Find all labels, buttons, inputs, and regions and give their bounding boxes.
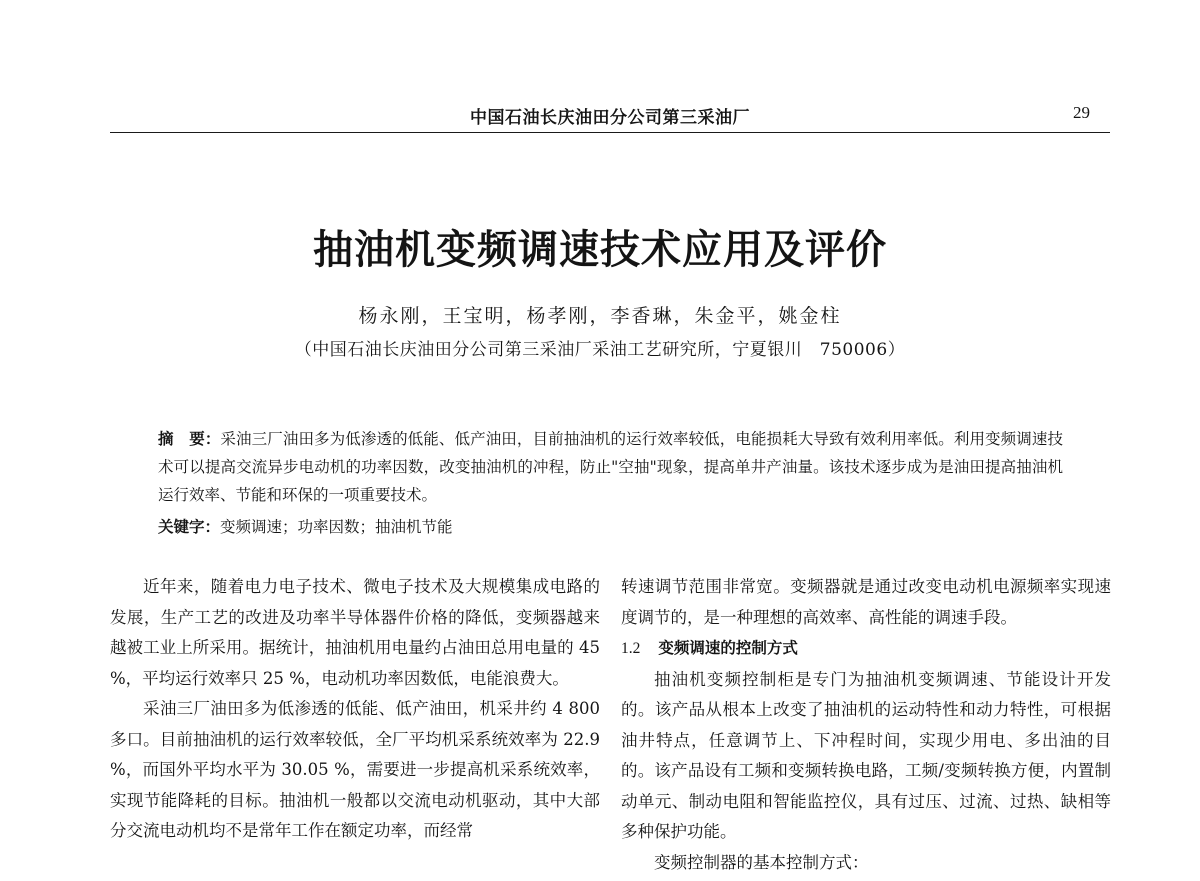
keywords-label: 关键字：	[158, 518, 221, 536]
body-paragraph: 变频控制器的基本控制方式：	[654, 852, 869, 872]
body-paragraph: 采油三厂油田多为低渗透的低能、低产油田，机采井约 4 800 多口。目前抽油机的运行效率较低，全厂平均机采系统效率为 22.9 %，而国外平均水平为 30.05 %，需要进一步提高机采系统效率，实现节能降耗的目标。抽油机一般都以交流电动机驱动，其中大部分交流电动机均不是常年工作在额定功率，而经常	[110, 699, 600, 840]
body-column-right	[621, 572, 1111, 878]
page-number: 29	[1073, 103, 1090, 122]
section-title: 变频调速的控制方式	[658, 639, 798, 657]
abstract-text: 采油三厂油田多为低渗透的低能、低产油田，目前抽油机的运行效率较低，电能损耗大导致有效利用率低。利用变频调速技术可以提高交流异步电动机的功率因数，改变抽油机的冲程，防止"空抽"现象，提高单井产油量。该技术逐步成为是油田提高抽油机运行效率、节能和环保的一项重要技术。	[158, 430, 1063, 504]
section-heading	[621, 633, 1111, 665]
running-head-journal: 中国石油长庆油田分公司第三采油厂	[470, 108, 750, 128]
keywords-text: 变频调速；功率因数；抽油机节能	[220, 518, 453, 536]
author-list: 杨永刚，王宝明，杨孝刚，李香琳，朱金平，姚金柱	[358, 305, 842, 327]
article-title: 抽油机变频调速技术应用及评价	[313, 227, 887, 273]
body-paragraph: 抽油机变频控制柜是专门为抽油机变频调速、节能设计开发的。该产品从根本上改变了抽油机的运动特性和动力特性，可根据油井特点，任意调节上、下冲程时间，实现少用电、多出油的目的。该产品设有工频和变频转换电路，工频/变频转换方便，内置制动单元、制动电阻和智能监控仪，具有过压、过流、过热、缺相等多种保护功能。	[621, 669, 1111, 841]
keywords	[158, 514, 1063, 540]
body-paragraph-continued: 转速调节范围非常宽。变频器就是通过改变电动机电源频率实现速度调节的，是一种理想的高效率、高性能的调速手段。	[621, 577, 1111, 627]
abstract	[158, 425, 1063, 509]
body-paragraph: 近年来，随着电力电子技术、微电子技术及大规模集成电路的发展，生产工艺的改进及功率半导体器件价格的降低，变频器越来越被工业上所采用。据统计，抽油机用电量约占油田总用电量的 45 %，平均运行效率只 25 %，电动机功率因数低，电能浪费大。	[110, 577, 600, 688]
author-affiliation: （中国石油长庆油田分公司第三采油厂采油工艺研究所，宁夏银川 750006）	[294, 340, 906, 360]
header-rule	[110, 132, 1110, 133]
body-column-left	[110, 572, 600, 847]
section-number: 1.2	[621, 640, 641, 657]
running-head	[110, 103, 1110, 129]
abstract-label: 摘 要：	[158, 430, 221, 448]
